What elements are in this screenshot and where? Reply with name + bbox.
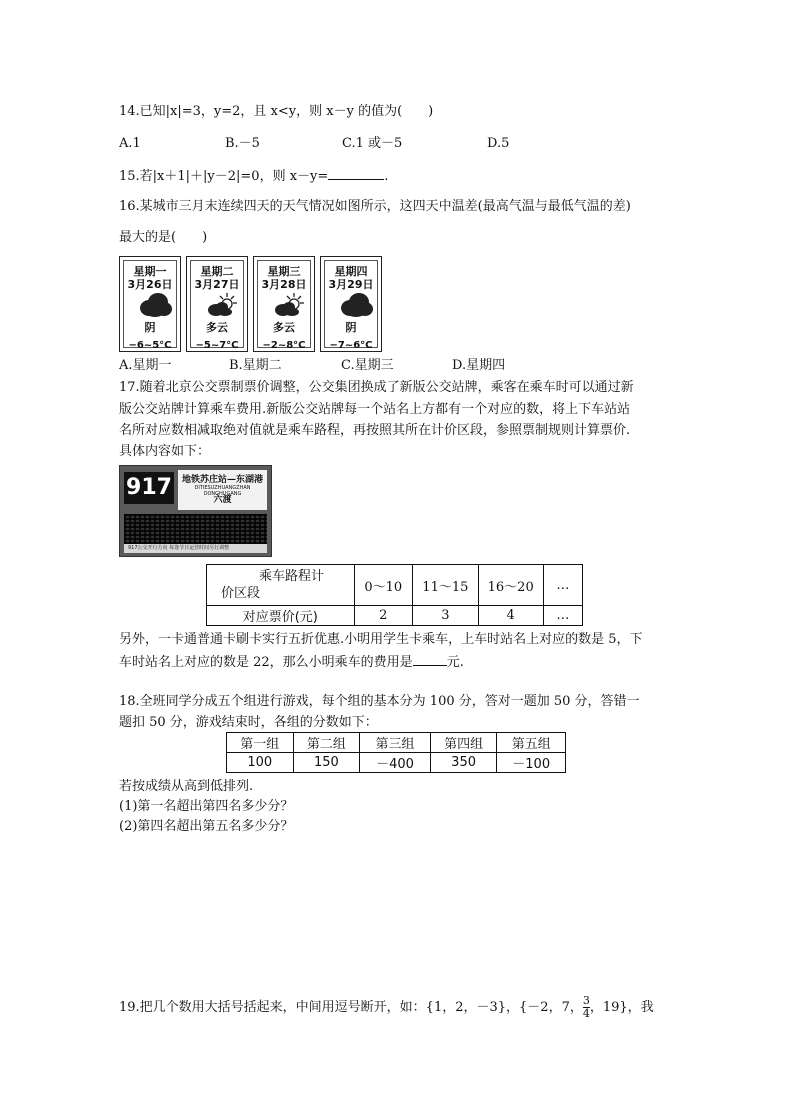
q18-line1: 18.全班同学分成五个组进行游戏，每个组的基本分为 100 分，答对一题加 50 分，答错一 [119,694,640,709]
weather-card-tuesday [186,256,248,352]
q17-after-line2-text: 车时站名上对应的数是 22，那么小明乘车的费用是 [119,655,413,670]
table-row [227,753,566,773]
bus-stop-sign-photo [119,465,272,557]
q16-stem-line1: 16.某城市三月末连续四天的天气情况如图所示，这四天中温差(最高气温与最低气温的差) [119,199,631,214]
fare-range-cell: 11～15 [412,565,478,606]
fare-price-cell: 3 [412,606,478,626]
fare-price-cell: … [543,606,582,626]
card-weather: 阴 [345,321,357,334]
card-weather: 多云 [273,321,295,334]
q18-line2: 题扣 50 分，游戏结束时，各组的分数如下： [119,715,378,730]
group-header: 第一组 [227,733,294,753]
table-row [207,606,583,626]
card-temp: −7~6°C [329,340,373,351]
q16-option-b: B.星期二 [229,358,282,373]
route-number: 917 [124,472,174,504]
q16-option-d: D.星期四 [452,358,506,373]
q17-line3: 名所对应数相减取绝对值就是乘车路程，再按照其所在计价区段，参照票制规则计算票价. [119,423,631,438]
card-temp: −6~5°C [128,340,172,351]
fare-range-header-line2: 价区段 [221,586,261,601]
fare-range-header [207,565,355,606]
q17-line2: 版公交站牌计算乘车费用.新版公交站牌每一个站名上方都有一个对应的数，将上下车站站 [119,402,631,417]
q17-after-line1: 另外，一卡通普通卡刷卡实行五折优惠.小明用学生卡乘车，上车时站名上对应的数是 5，下 [119,632,643,647]
card-weather: 阴 [144,321,156,334]
q18-after: 若按成绩从高到低排列. [119,779,254,794]
q14-option-b: B.－5 [225,136,260,151]
card-temp: −2~8°C [262,340,306,351]
q19-line1 [119,994,654,1022]
group-header: 第四组 [430,733,497,753]
q19-fraction [583,995,590,1020]
route-terminals-text: 地铁苏庄站—东湖港 [181,475,263,485]
q19-text-pre: 19.把几个数用大括号括起来，中间用逗号断开，如：{1，2，－3}，{－2，7， [119,1000,583,1015]
fare-table [206,564,583,626]
fare-price-cell: 4 [478,606,543,626]
q17-answer-blank [413,652,447,666]
cloud-icon [339,291,373,319]
cloud-icon [138,291,172,319]
q19-text-post: ，19}，我 [589,1000,654,1015]
group-header: 第二组 [293,733,360,753]
fraction-numerator: 3 [582,994,590,1007]
stop-list-grid [124,514,267,544]
route-terminals-pinyin: DITIESUZHUANGZHAN DONGHUGANG [194,485,256,497]
card-date: 3月27日 [194,278,240,291]
fraction-denominator: 4 [582,1007,590,1020]
q15-stem [119,166,388,186]
q14-option-a: A.1 [119,136,141,151]
q16-option-c: C.星期三 [341,358,394,373]
q16-stem-line2: 最大的是( ) [119,230,208,245]
q15-stem-end: . [384,169,389,184]
card-day: 星期二 [200,265,234,278]
route-direction: 六渡 [213,495,232,505]
group-score: 350 [430,753,497,773]
group-score: －100 [497,753,566,773]
fare-range-header-line1: 乘车路程计 [259,569,325,584]
group-score: 100 [227,753,294,773]
weather-card-thursday [320,256,382,352]
card-temp: −5~7°C [195,340,239,351]
q14-option-d: D.5 [487,136,510,151]
table-row [207,565,583,606]
q14-stem: 14.已知|x|=3，y=2，且 x<y，则 x－y 的值为( ) [119,104,434,119]
card-day: 星期三 [267,265,301,278]
fare-range-cell: … [543,565,582,606]
score-table [226,732,566,773]
group-header: 第三组 [360,733,431,753]
q18-sub2: (2)第四名超出第五名多少分？ [119,819,294,834]
card-date: 3月28日 [261,278,307,291]
weather-card-monday [119,256,181,352]
card-date: 3月29日 [328,278,374,291]
q17-after-line2 [119,652,464,672]
fare-range-cell: 0～10 [354,565,412,606]
group-header: 第五组 [497,733,566,753]
partly-cloudy-icon [205,291,239,319]
card-day: 星期四 [334,265,368,278]
q15-stem-text: 15.若|x＋1|＋|y－2|=0，则 x－y= [119,169,329,184]
card-date: 3月26日 [127,278,173,291]
fare-price-cell: 2 [354,606,412,626]
q17-after-line2-end: 元. [446,655,464,670]
q17-line4: 具体内容如下： [119,444,211,459]
partly-cloudy-icon [272,291,306,319]
q15-answer-blank [328,166,384,180]
route-terminals [178,470,267,510]
q17-line1: 17.随着北京公交票制票价调整，公交集团换成了新版公交站牌，乘客在乘车时可以通过新 [119,380,634,395]
q16-option-a: A.星期一 [119,358,172,373]
card-day: 星期一 [133,265,167,278]
group-score: －400 [360,753,431,773]
q14-option-c: C.1 或－5 [342,136,403,151]
q18-sub1: (1)第一名超出第四名多少分？ [119,799,294,814]
fare-price-header: 对应票价(元) [207,606,355,626]
sign-footer: 917公交开行方向 每逢节日运营时间另行调整 [124,544,267,553]
card-weather: 多云 [206,321,228,334]
table-row [227,733,566,753]
fare-range-cell: 16～20 [478,565,543,606]
group-score: 150 [293,753,360,773]
weather-card-wednesday [253,256,315,352]
